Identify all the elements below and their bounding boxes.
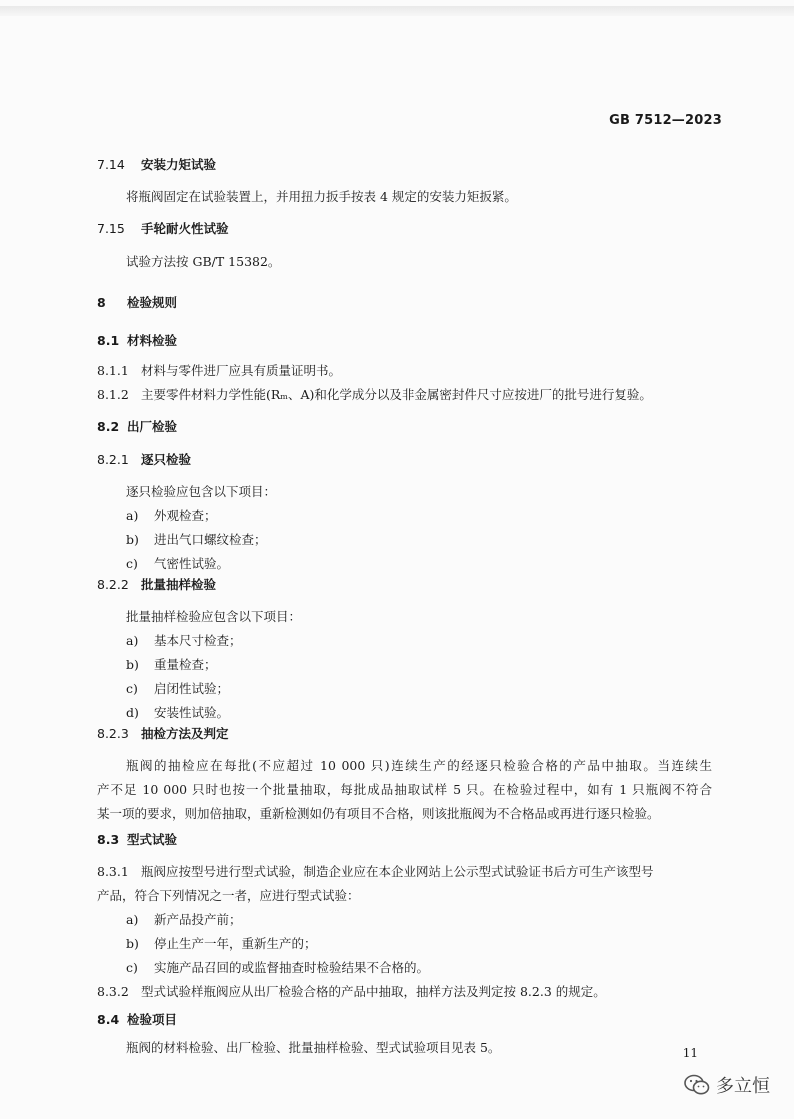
section-title: 批量抽样检验 (141, 577, 217, 592)
list-text: 停止生产一年，重新生产的； (154, 936, 317, 951)
section-8-2-3-heading (97, 726, 229, 742)
section-number: 8 (97, 295, 106, 310)
list-item (126, 960, 429, 976)
standard-number: GB 7512—2023 (609, 113, 722, 128)
list-item (126, 532, 267, 548)
list-label: b) (126, 936, 139, 951)
list-text: 外观检查； (154, 508, 217, 523)
clause-number: 8.1.2 (97, 387, 129, 402)
section-7-15-heading (97, 221, 229, 237)
list-text: 气密性试验。 (154, 556, 230, 571)
section-7-14-heading (97, 157, 216, 173)
watermark-text: 多立恒 (716, 1076, 770, 1097)
clause-text: 瓶阀应按型号进行型式试验，制造企业应在本企业网站上公示型式试验证书后方可生产该型号 (141, 864, 654, 879)
paragraph-line: 产品，符合下列情况之一者，应进行型式试验： (97, 888, 360, 903)
list-item (126, 556, 229, 572)
section-title: 型式试验 (127, 832, 178, 847)
section-7-15-body: 试验方法按 GB/T 15382。 (126, 254, 281, 269)
list-item (126, 681, 229, 697)
list-text: 基本尺寸检查； (154, 633, 242, 648)
clause-text: 主要零件材料力学性能(Rₘ、A)和化学成分以及非金属密封件尺寸应按进厂的批号进行复验。 (141, 387, 652, 402)
section-8-2-1-heading (97, 452, 191, 468)
list-intro: 批量抽样检验应包含以下项目： (126, 609, 302, 624)
list-intro: 逐只检验应包含以下项目： (126, 484, 277, 499)
clause-8-3-2 (97, 984, 606, 1000)
list-label: b) (126, 532, 139, 547)
section-title: 检验项目 (127, 1012, 178, 1027)
section-title: 抽检方法及判定 (141, 726, 229, 741)
section-title: 逐只检验 (141, 452, 192, 467)
section-number: 7.15 (97, 221, 125, 236)
list-item (126, 633, 242, 649)
section-title: 材料检验 (127, 333, 178, 348)
section-8-4-heading (97, 1012, 177, 1028)
list-item (126, 508, 217, 524)
section-number: 8.2.2 (97, 577, 129, 592)
section-number: 7.14 (97, 157, 125, 172)
section-title: 出厂检验 (127, 419, 178, 434)
list-item (126, 705, 229, 721)
clause-number: 8.3.2 (97, 984, 129, 999)
list-label: c) (126, 960, 138, 975)
section-8-2-2-heading (97, 577, 216, 593)
section-number: 8.3 (97, 832, 120, 847)
section-number: 8.2 (97, 419, 120, 434)
section-number: 8.2.3 (97, 726, 129, 741)
page-number: 11 (682, 1046, 698, 1060)
clause-8-1-2 (97, 387, 652, 403)
list-label: a) (126, 508, 139, 523)
section-title: 安装力矩试验 (141, 157, 217, 172)
section-number: 8.2.1 (97, 452, 129, 467)
list-text: 安装性试验。 (154, 705, 230, 720)
paragraph-line: 产不足 10 000 只时也按一个批量抽取，每批成品抽取试样 5 只。在检验过程中，如有 1 只瓶阀不符合 (97, 782, 712, 797)
clause-number: 8.1.1 (97, 363, 129, 378)
list-label: a) (126, 912, 139, 927)
list-item (126, 936, 317, 952)
list-text: 重量检查； (154, 657, 217, 672)
section-8-heading (97, 295, 177, 311)
list-label: d) (126, 705, 139, 720)
paragraph-line: 瓶阀的抽检应在每批(不应超过 10 000 只)连续生产的经逐只检验合格的产品中抽取。当连续生 (126, 758, 712, 773)
scan-edge (0, 6, 794, 16)
section-number: 8.4 (97, 1012, 120, 1027)
list-text: 进出气口螺纹检查； (154, 532, 267, 547)
section-number: 8.1 (97, 333, 120, 348)
list-label: b) (126, 657, 139, 672)
section-title: 手轮耐火性试验 (141, 221, 229, 236)
list-item (126, 912, 242, 928)
list-label: a) (126, 633, 139, 648)
list-item (126, 657, 217, 673)
section-8-2-heading (97, 419, 177, 435)
section-8-1-heading (97, 333, 177, 349)
clause-text: 材料与零件进厂应具有质量证明书。 (141, 363, 342, 378)
clause-text: 型式试验样瓶阀应从出厂检验合格的产品中抽取，抽样方法及判定按 8.2.3 的规定。 (141, 984, 606, 999)
clause-8-1-1 (97, 363, 341, 379)
list-text: 启闭性试验； (154, 681, 230, 696)
list-label: c) (126, 556, 138, 571)
list-text: 新产品投产前； (154, 912, 242, 927)
clause-8-3-1 (97, 864, 654, 880)
section-8-3-heading (97, 832, 177, 848)
section-title: 检验规则 (127, 295, 178, 310)
wechat-icon (684, 1074, 710, 1096)
clause-number: 8.3.1 (97, 864, 129, 879)
section-7-14-body: 将瓶阀固定在试验装置上，并用扭力扳手按表 4 规定的安装力矩扳紧。 (126, 189, 517, 204)
watermark (684, 1072, 770, 1098)
list-label: c) (126, 681, 138, 696)
section-8-4-body: 瓶阀的材料检验、出厂检验、批量抽样检验、型式试验项目见表 5。 (126, 1040, 501, 1055)
paragraph-line: 某一项的要求，则加倍抽取，重新检测如仍有项目不合格，则该批瓶阀为不合格品或再进行逐只检验。 (97, 806, 660, 821)
list-text: 实施产品召回的或监督抽查时检验结果不合格的。 (154, 960, 430, 975)
